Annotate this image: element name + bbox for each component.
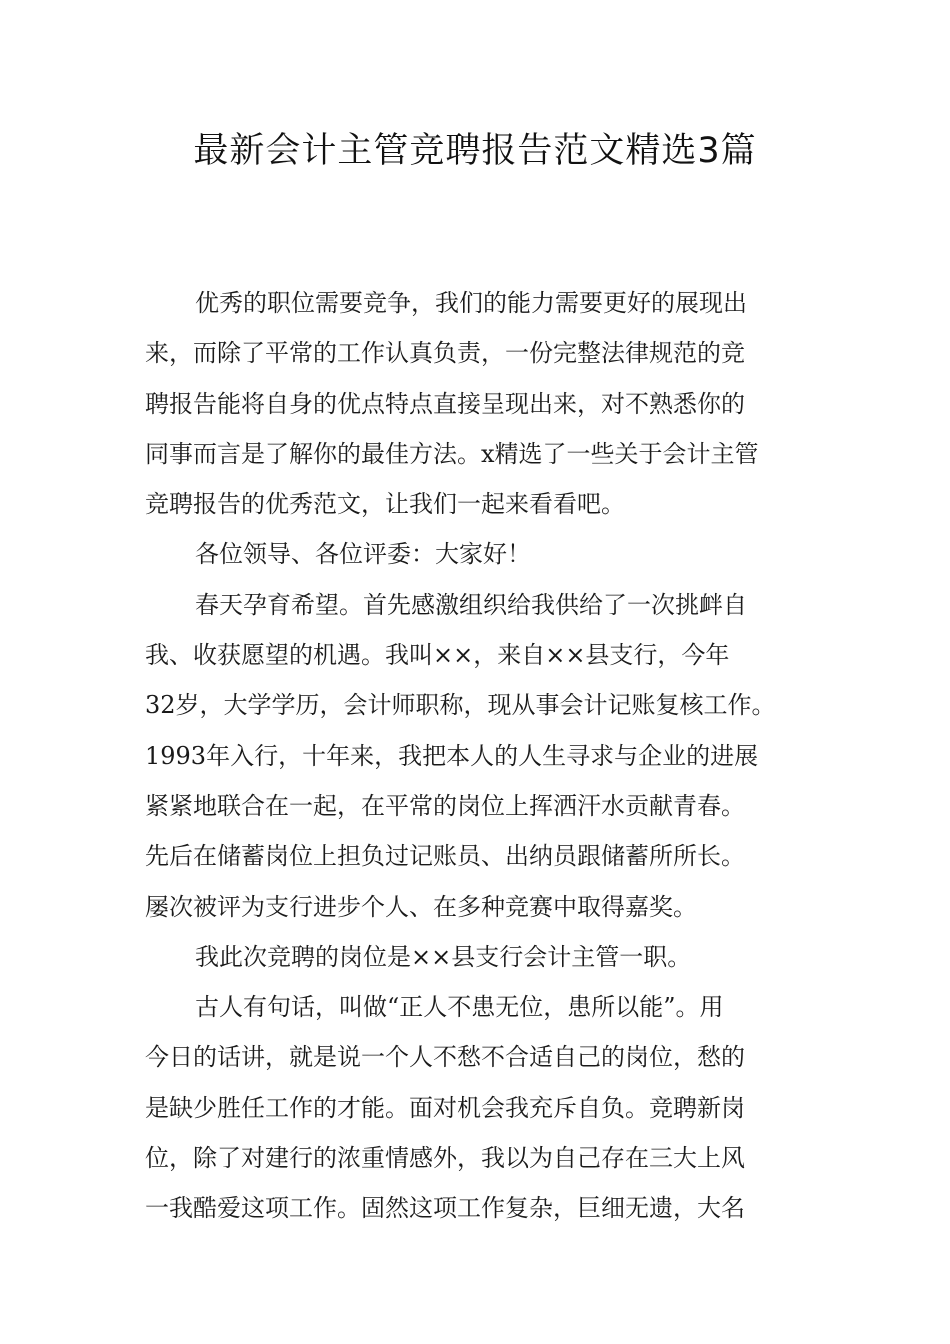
text-line: 古人有句话，叫做“正人不患无位，患所以能”。用 — [195, 993, 724, 1022]
text-line: 同事而言是了解你的最佳方法。x精选了一些关于会计主管 — [145, 439, 759, 468]
text-line: 优秀的职位需要竞争，我们的能力需要更好的展现出 — [195, 289, 747, 317]
document-title: 最新会计主管竞聘报告范文精选3篇 — [193, 131, 757, 171]
text-line: 位，除了对建行的浓重情感外，我以为自己存在三大上风 — [145, 1144, 745, 1173]
text-line: 先后在储蓄岗位上担负过记账员、出纳员跟储蓄所所长。 — [145, 842, 745, 871]
text-line: 来，而除了平常的工作认真负责，一份完整法律规范的竞 — [145, 339, 745, 368]
text-line: 是缺少胜任工作的才能。面对机会我充斥自负。竞聘新岗 — [145, 1093, 745, 1122]
text-line: 屡次被评为支行进步个人、在多种竞赛中取得嘉奖。 — [145, 892, 697, 921]
text-line: 我、收获愿望的机遇。我叫××，来自××县支行，今年 — [145, 641, 730, 670]
document-body — [145, 278, 825, 1234]
text-line: 紧紧地联合在一起，在平常的岗位上挥洒汗水贡献青春。 — [145, 791, 745, 820]
text-line: 今日的话讲，就是说一个人不愁不合适自己的岗位，愁的 — [145, 1043, 745, 1072]
text-line: 竞聘报告的优秀范文，让我们一起来看看吧。 — [145, 490, 625, 519]
text-line: 一我酷爱这项工作。固然这项工作复杂，巨细无遗，大名 — [145, 1194, 745, 1223]
text-line: 32岁，大学学历，会计师职称，现从事会计记账复核工作。 — [145, 691, 776, 720]
text-line: 1993年入行，十年来，我把本人的人生寻求与企业的进展 — [145, 741, 759, 770]
text-line: 各位领导、各位评委：大家好！ — [195, 540, 531, 569]
text-line: 春天孕育希望。首先感激组织给我供给了一次挑衅自 — [195, 590, 747, 619]
text-line: 聘报告能将自身的优点特点直接呈现出来，对不熟悉你的 — [145, 389, 745, 418]
text-line: 我此次竞聘的岗位是××县支行会计主管一职。 — [195, 942, 692, 971]
